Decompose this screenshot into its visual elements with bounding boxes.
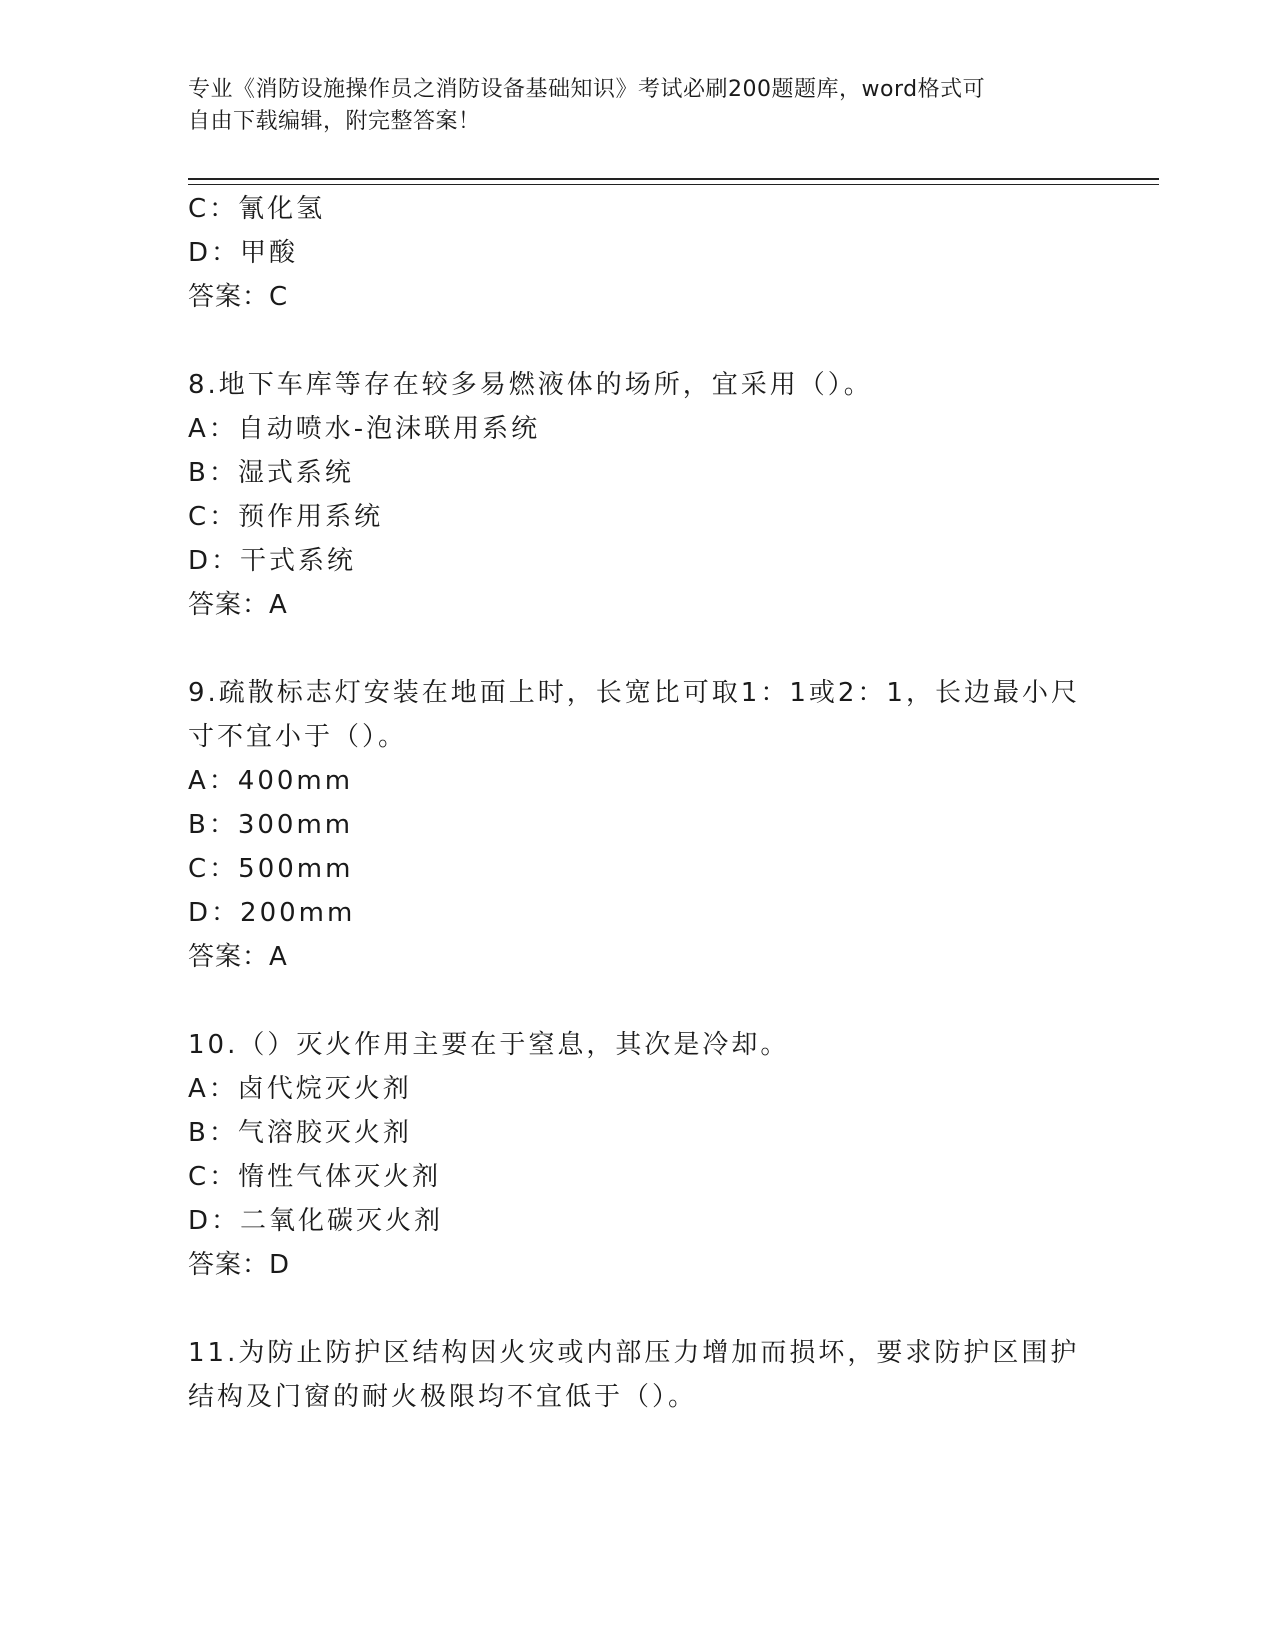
q10-option-a: A：卤代烷灭火剂 xyxy=(188,1074,412,1104)
q8-option-a: A：自动喷水-泡沫联用系统 xyxy=(188,414,541,444)
q9-answer: 答案：A xyxy=(188,942,288,972)
q8-option-c: C：预作用系统 xyxy=(188,502,384,532)
document-header xyxy=(188,74,1088,138)
q10-answer: 答案：D xyxy=(188,1250,291,1280)
q10-option-d: D：二氧化碳灭火剂 xyxy=(188,1206,444,1236)
header-rule-thin xyxy=(188,184,1159,185)
q8-answer: 答案：A xyxy=(188,590,288,620)
q9-option-b: B：300mm xyxy=(188,810,354,840)
q8-stem: 8.地下车库等存在较多易燃液体的场所，宜采用（）。 xyxy=(188,370,873,400)
q8-option-b: B：湿式系统 xyxy=(188,458,354,488)
q9-option-d: D：200mm xyxy=(188,898,356,928)
q10-stem: 10.（）灭火作用主要在于窒息，其次是冷却。 xyxy=(188,1030,790,1060)
header-rule-thick xyxy=(188,178,1159,180)
q10-option-b: B：气溶胶灭火剂 xyxy=(188,1118,412,1148)
q8-option-d: D：干式系统 xyxy=(188,546,357,576)
q11-stem-line1: 11.为防止防护区结构因火灾或内部压力增加而损坏，要求防护区围护 xyxy=(188,1338,1080,1368)
q9-option-a: A：400mm xyxy=(188,766,354,796)
prev-option-d: D：甲酸 xyxy=(188,238,299,268)
q9-stem-line2: 寸不宜小于（）。 xyxy=(188,722,408,752)
header-title-line1: 专业《消防设施操作员之消防设备基础知识》考试必刷200题题库，word格式可 xyxy=(188,77,986,102)
q9-stem-line1: 9.疏散标志灯安装在地面上时，长宽比可取1：1或2：1，长边最小尺 xyxy=(188,678,1080,708)
header-title-line2: 自由下载编辑，附完整答案！ xyxy=(188,109,481,134)
prev-option-c: C：氰化氢 xyxy=(188,194,326,224)
q11-stem-line2: 结构及门窗的耐火极限均不宜低于（）。 xyxy=(188,1382,698,1412)
q10-option-c: C：惰性气体灭火剂 xyxy=(188,1162,442,1192)
q9-option-c: C：500mm xyxy=(188,854,354,884)
prev-answer: 答案：C xyxy=(188,282,289,312)
